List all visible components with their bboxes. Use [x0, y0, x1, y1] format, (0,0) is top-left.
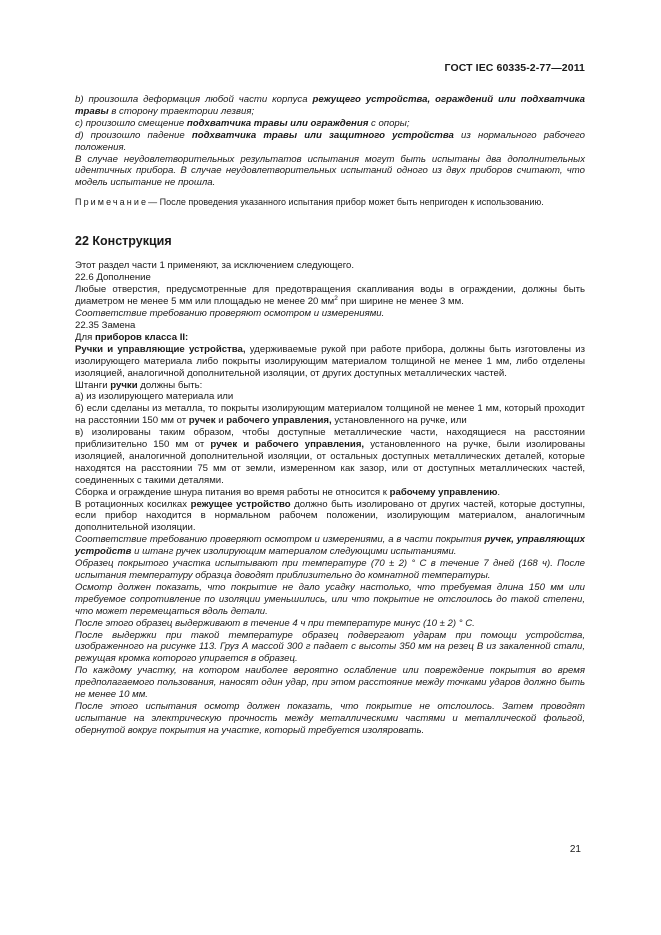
- section-intro: Этот раздел части 1 применяют, за исключением следующего.: [75, 260, 355, 272]
- class-ii-intro: Для приборов класса II:: [75, 331, 189, 343]
- rotary-mowers-requirement: В ротационных косилках режущее устройство должно быть изолировано от других частей, которые доступны, если прибор находится в нормальном рабочем положении, изолирующим материалом, аналогичным дополнительной изоляции.: [75, 498, 585, 534]
- handles-requirement: Ручки и управляющие устройства, удерживаемые рукой при работе прибора, должны быть изготовлены из изолирующего материала либо покрыты изолирующим материалом толщиной не менее 1 мм, либо отделены изоляцией, аналогичной дополнительной изоляции, от других доступных металлических частей.: [75, 343, 586, 379]
- option-a: а) из изолирующего материала или: [75, 391, 234, 403]
- cold-test: После этого образец выдерживают в течение 4 ч при температуре минус (10 ± 2) ° С.: [75, 617, 475, 629]
- compliance-check-1: Соответствие требованию проверяют осмотром и измерениями.: [75, 308, 385, 320]
- clause-22-35: 22.35 Замена: [75, 319, 136, 331]
- impact-locations: По каждому участку, на котором наиболее вероятно ослабление или повреждение покрытия во время предполагаемого пользования, наносят один удар, при этом расстояние между точками ударов должно быть не менее 10 мм.: [75, 665, 585, 701]
- section-heading: 22 Конструкция: [75, 233, 172, 248]
- shrinkage-inspection: Осмотр должен показать, что покрытие не дало усадку настолько, что требуемая длина 150 мм или требуемое сопротивление по изоляции уменьшились, или что покрытие не отслоилось до такой степени, что может перемещаться вдоль детали.: [75, 581, 585, 617]
- retest-paragraph: В случае неудовлетворительных результатов испытания могут быть испытаны два дополнительных идентичных прибора. В случае неудовлетворительных испытаний одного из двух приборов считают, что модель испытание не прошла.: [75, 153, 585, 189]
- standard-designation: ГОСТ IEC 60335-2-77—2011: [444, 62, 585, 74]
- condition-b: b) произошла деформация любой части корпуса режущего устройства, ограждений или подхватчика травы в сторону траектории лезвия;: [75, 94, 585, 117]
- condition-d: d) произошло падение подхватчика травы или защитного устройства из нормального рабочего положения.: [75, 129, 586, 153]
- heat-test: Образец покрытого участка испытывают при температуре (70 ± 2) ° С в течение 7 дней (168 ч). После испытания температуру образца доводят приблизительно до комнатной температуры.: [75, 558, 585, 582]
- option-b: б) если сделаны из металла, то покрыты изолирующим материалом толщиной не менее 1 мм, который проходит на расстоянии 150 мм от ручек и рабочего управления, установленного на ручке, или: [75, 403, 585, 427]
- condition-c: c) произошло смещение подхватчика травы или ограждения с опоры;: [75, 117, 410, 129]
- openings-requirement: Любые отверстия, предусмотренные для предотвращения скапливания воды в ограждении, должны быть диаметром не менее 5 мм или площадью не менее 20 $мм^2$ при ширине не менее 3 мм.: [75, 284, 585, 308]
- cord-assembly-note: Сборка и ограждение шнура питания во время работы не относится к рабочему управлению.: [75, 486, 501, 498]
- page-body: [75, 94, 585, 737]
- handle-bars-intro: Штанги ручки должны быть:: [75, 379, 203, 391]
- option-c: в) изолированы таким образом, чтобы доступные металлические части, находящиеся на расстоянии приблизительно 150 мм от ручек и рабочего управления, установленного на ручке, были изолированы изоляцией, аналогичной дополнительной изоляции, от остальных доступных металлических деталей, которые находятся на расстоянии 75 мм от земли, измеренном как зазор, или от доступных металлических частей, соединенных с такими деталями.: [75, 427, 585, 486]
- note-paragraph: Примечание— После проведения указанного испытания прибор может быть непригоден к использованию.: [75, 197, 544, 208]
- note-label: Примечание: [75, 197, 149, 208]
- impact-test: После выдержки при такой температуре образец подвергают ударам при помощи устройства, изображенного на рисунке 113. Груз А массой 300 г падает с высоты 350 мм на резец В из закаленной стали, режущая кромка которого упирается в образец.: [75, 629, 585, 665]
- page-number: 21: [569, 844, 581, 855]
- clause-22-6: 22.6 Дополнение: [75, 272, 151, 284]
- compliance-check-2: Соответствие требованию проверяют осмотром и измерениями, а в части покрытия ручек, управляющих устройств и штанг ручек изолирующим материалом следующими испытаниями.: [75, 534, 585, 558]
- final-inspection: После этого испытания осмотр должен показать, что покрытие не отслоилось. Затем проводят испытание на электрическую прочность между металлическими частями и металлической фольгой, обернутой вокруг покрытия на участке, который требуется изоляровать.: [75, 700, 585, 736]
